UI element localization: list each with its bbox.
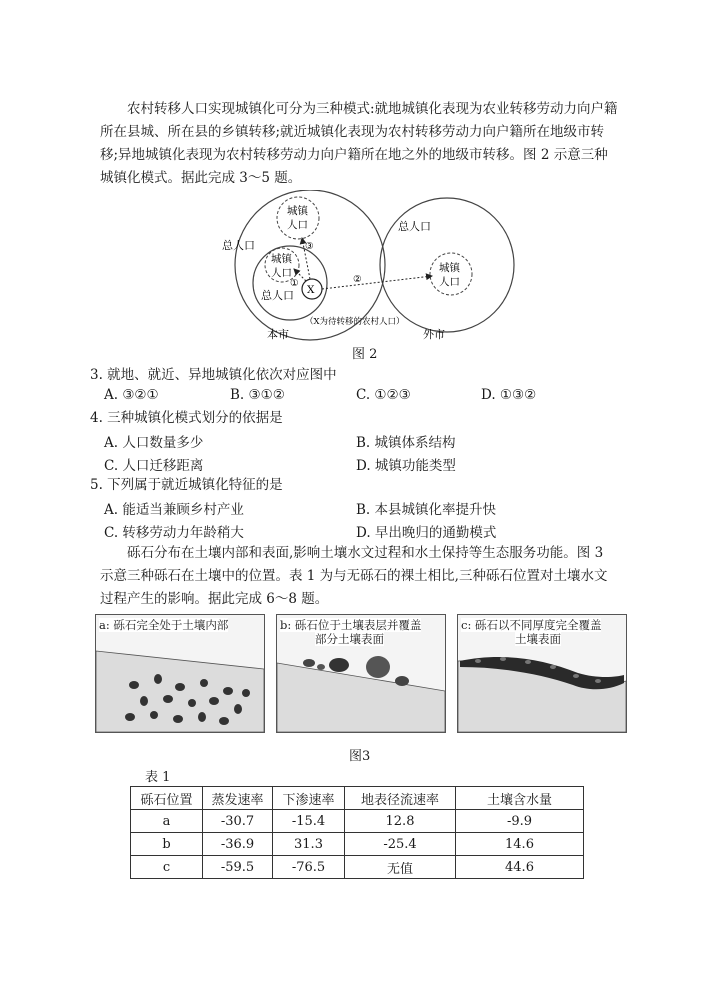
town-top-line1: 城镇 bbox=[287, 205, 308, 217]
q4-option-b: B. 城镇体系结构 bbox=[356, 435, 456, 451]
figure-3-caption: 图3 bbox=[349, 749, 371, 764]
table-header-cell: 土壤含水量 bbox=[456, 787, 584, 810]
town-right-line2: 人口 bbox=[439, 276, 460, 288]
q4-option-d: D. 城镇功能类型 bbox=[356, 458, 456, 474]
intro-paragraph-1: 农村转移人口实现城镇化可分为三种模式:就地城镇化表现为农业转移劳动力向户籍所在县城、所在县的乡镇转移;就近城镇化表现为农村转移劳动力向户籍所在地级市转移;异地城镇化表现为农村转移劳动力向户籍所在地之外的地级市转移。图 2 示意三种城镇化模式。据此完成 3～5 题。 bbox=[100, 101, 618, 186]
table-1-title: 表 1 bbox=[145, 770, 171, 785]
table-cell: -36.9 bbox=[203, 833, 273, 856]
table-header-cell: 砾石位置 bbox=[131, 787, 203, 810]
table-cell: -30.7 bbox=[203, 810, 273, 833]
town-inner-line1: 城镇 bbox=[271, 253, 292, 265]
x-note: （X为待转移的农村人口） bbox=[305, 317, 405, 327]
table-cell: -25.4 bbox=[345, 833, 456, 856]
q5-option-c: C. 转移劳动力年龄稍大 bbox=[104, 525, 244, 541]
table-cell: b bbox=[131, 833, 203, 856]
outer-left-label: 总人口 bbox=[222, 239, 255, 252]
q3-stem: 3. 就地、就近、异地城镇化依次对应图中 bbox=[90, 367, 337, 383]
figure-2-diagram bbox=[210, 190, 520, 345]
table-cell: 31.3 bbox=[273, 833, 345, 856]
town-inner-line2: 人口 bbox=[271, 267, 292, 279]
table-cell: c bbox=[131, 856, 203, 879]
x-label: X bbox=[307, 284, 315, 296]
this-city-label: 本市 bbox=[267, 328, 289, 341]
q5-stem: 5. 下列属于就近城镇化特征的是 bbox=[90, 477, 283, 493]
q5-option-a: A. 能适当兼顾乡村产业 bbox=[104, 502, 244, 518]
q3-option-a: A. ③②① bbox=[104, 387, 159, 403]
outer-right-label: 总人口 bbox=[398, 220, 431, 233]
q3-option-c: C. ①②③ bbox=[356, 387, 411, 403]
table-header-row bbox=[131, 787, 584, 810]
panel-c-label-2: 土壤表面 bbox=[515, 632, 561, 646]
q4-option-c: C. 人口迁移距离 bbox=[104, 458, 204, 474]
table-cell: 14.6 bbox=[456, 833, 584, 856]
panel-b-label-1: b: 砾石位于土壤表层并覆盖 bbox=[280, 618, 422, 632]
table-header-cell: 地表径流速率 bbox=[345, 787, 456, 810]
table-cell: -9.9 bbox=[456, 810, 584, 833]
arrow-2 bbox=[322, 276, 432, 289]
table-row bbox=[131, 833, 584, 856]
town-right-line1: 城镇 bbox=[439, 262, 460, 274]
q3-option-d: D. ①③② bbox=[481, 387, 537, 403]
figure-3-panel-b bbox=[276, 614, 446, 733]
table-cell: -59.5 bbox=[203, 856, 273, 879]
table-cell: a bbox=[131, 810, 203, 833]
q3-option-b: B. ③①② bbox=[230, 387, 285, 403]
panel-c-label-1: c: 砾石以不同厚度完全覆盖 bbox=[461, 618, 602, 632]
table-cell: 无值 bbox=[345, 856, 456, 879]
other-town-circle bbox=[430, 253, 472, 295]
q4-option-a: A. 人口数量多少 bbox=[104, 435, 204, 451]
q4-stem: 4. 三种城镇化模式划分的依据是 bbox=[90, 410, 283, 426]
figure-3-panel-a bbox=[95, 614, 265, 733]
num-3: ③ bbox=[305, 241, 314, 252]
figure-3-panel-c bbox=[457, 614, 627, 733]
q5-option-d: D. 早出晚归的通勤模式 bbox=[356, 525, 497, 541]
town-top-line2: 人口 bbox=[287, 219, 308, 231]
city-town-circle bbox=[277, 197, 319, 239]
table-header-cell: 蒸发速率 bbox=[203, 787, 273, 810]
inner-total-label: 总人口 bbox=[261, 289, 294, 302]
intro-paragraph-2: 砾石分布在土壤内部和表面,影响土壤水文过程和水土保持等生态服务功能。图 3 示意三种砾石在土壤中的位置。表 1 为与无砾石的裸土相比,三种砾石位置对土壤水文过程产生的影响。据此完成 6～8 题。 bbox=[100, 545, 608, 607]
panel-b-label-2: 部分土壤表面 bbox=[315, 632, 384, 646]
table-header-cell: 下渗速率 bbox=[273, 787, 345, 810]
table-row bbox=[131, 856, 584, 879]
num-2: ② bbox=[353, 274, 362, 285]
q5-option-b: B. 本县城镇化率提升快 bbox=[356, 502, 497, 518]
table-1 bbox=[130, 786, 584, 879]
table-cell: -76.5 bbox=[273, 856, 345, 879]
table-cell: -15.4 bbox=[273, 810, 345, 833]
panel-a-label: a: 砾石完全处于土壤内部 bbox=[99, 618, 229, 632]
table-cell: 12.8 bbox=[345, 810, 456, 833]
num-1: ① bbox=[290, 278, 299, 289]
other-city-label: 外市 bbox=[423, 328, 445, 341]
figure-2-caption: 图 2 bbox=[352, 347, 378, 362]
table-cell: 44.6 bbox=[456, 856, 584, 879]
table-row bbox=[131, 810, 584, 833]
